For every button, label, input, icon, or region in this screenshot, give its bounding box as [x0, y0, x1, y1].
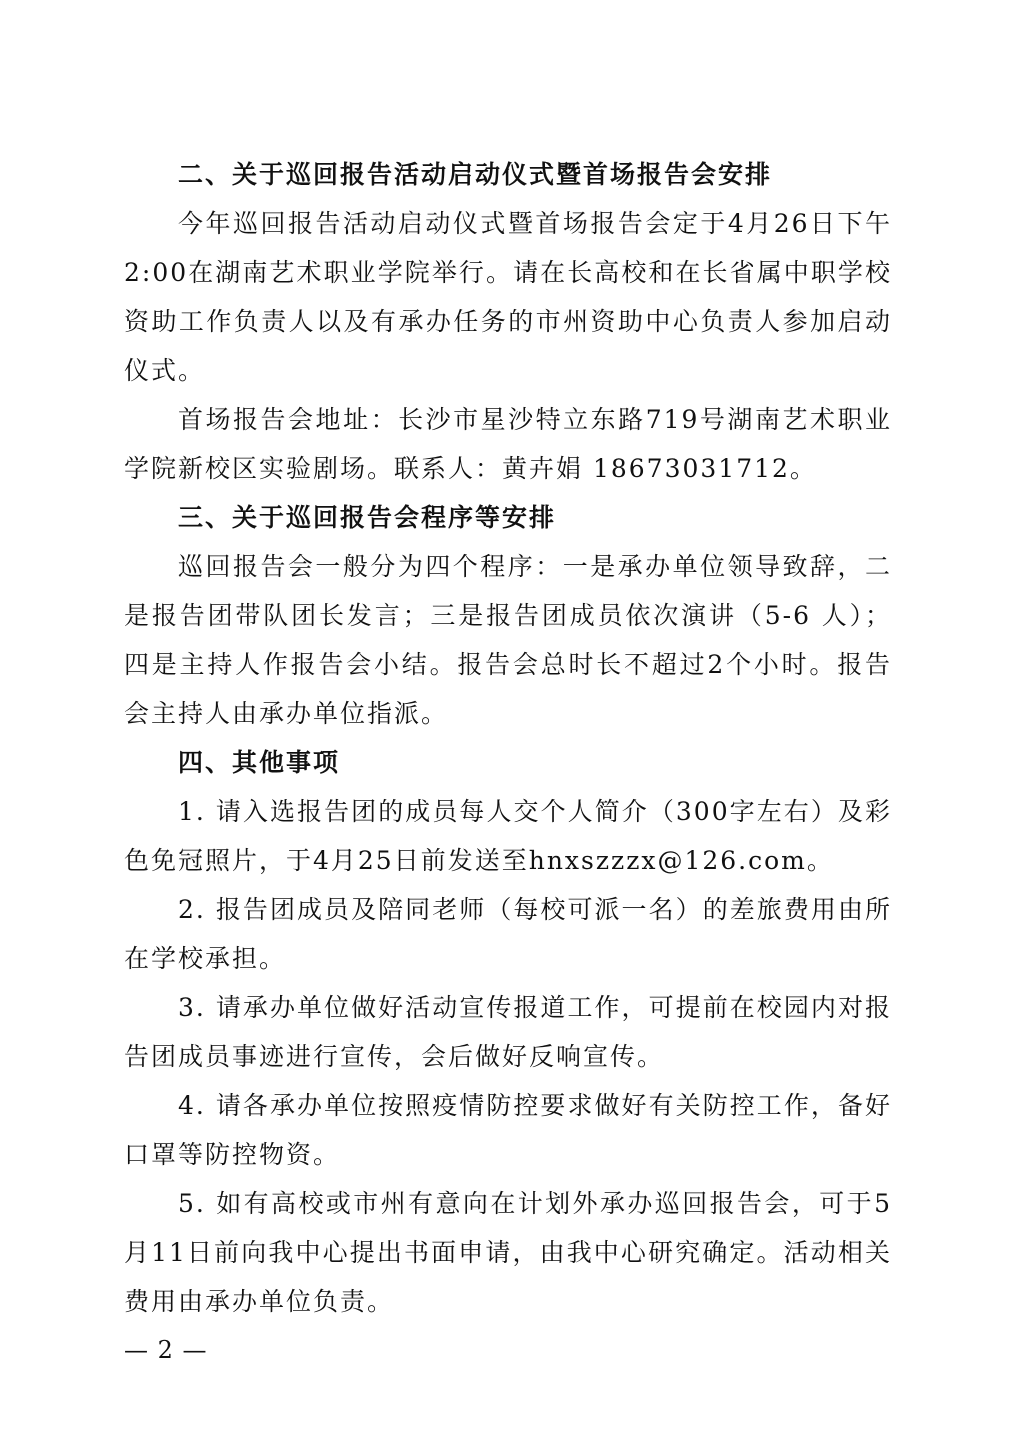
paragraph: 首场报告会地址：长沙市星沙特立东路719号湖南艺术职业学院新校区实验剧场。联系人：黄卉娟 18673031712。 [124, 405, 892, 483]
list-item: 3. 请承办单位做好活动宣传报道工作，可提前在校园内对报告团成员事迹进行宣传，会后做好反响宣传。 [124, 993, 892, 1071]
list-item: 2. 报告团成员及陪同老师（每校可派一名）的差旅费用由所在学校承担。 [124, 895, 892, 973]
page-number: — 2 — [124, 1336, 208, 1364]
section-heading-3: 三、关于巡回报告会程序等安排 [178, 503, 557, 532]
list-item: 1. 请入选报告团的成员每人交个人简介（300字左右）及彩色免冠照片，于4月25日前发送至hnxszzzx@126.com。 [124, 797, 892, 875]
paragraph: 今年巡回报告活动启动仪式暨首场报告会定于4月26日下午2:00在湖南艺术职业学院举行。请在长高校和在长省属中职学校资助工作负责人以及有承办任务的市州资助中心负责人参加启动仪式。 [124, 209, 892, 385]
paragraph: 巡回报告会一般分为四个程序：一是承办单位领导致辞，二是报告团带队团长发言；三是报告团成员依次演讲（5-6 人）；四是主持人作报告会小结。报告会总时长不超过2个小时。报告会主持人由承办单位指派。 [124, 552, 892, 728]
document-body [124, 150, 892, 1326]
section-heading-2: 二、关于巡回报告活动启动仪式暨首场报告会安排 [178, 160, 773, 189]
section-heading-4: 四、其他事项 [178, 748, 341, 777]
list-item: 5. 如有高校或市州有意向在计划外承办巡回报告会，可于5月11日前向我中心提出书面申请，由我中心研究确定。活动相关费用由承办单位负责。 [124, 1189, 892, 1316]
list-item: 4. 请各承办单位按照疫情防控要求做好有关防控工作，备好口罩等防控物资。 [124, 1091, 892, 1169]
